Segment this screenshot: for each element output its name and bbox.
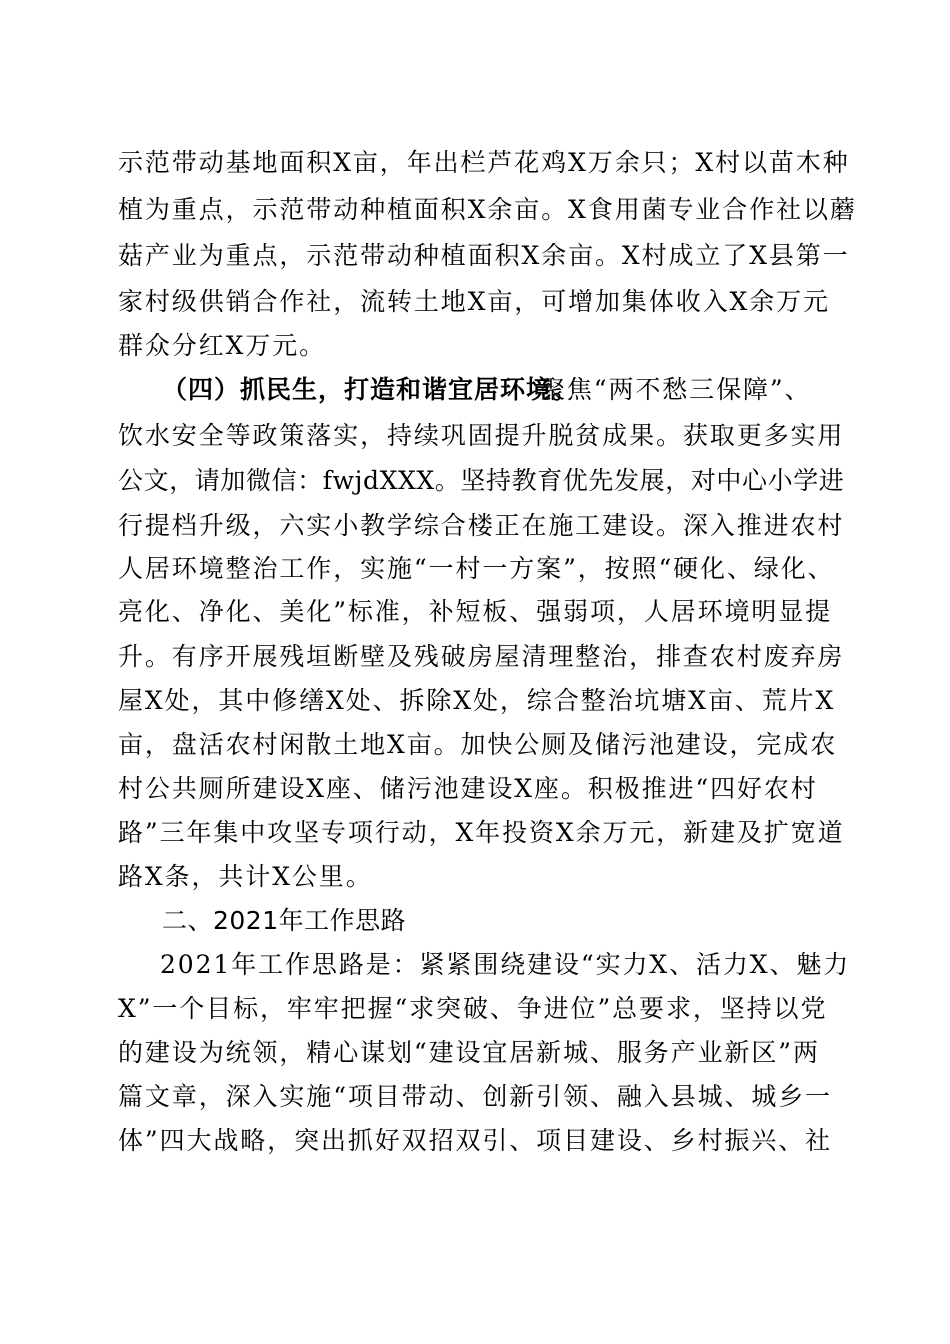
paragraph-line: 路”三年集中攻坚专项行动，X年投资X余万元，新建及扩宽道 bbox=[118, 818, 845, 847]
paragraph-line: 村公共厕所建设X座、储污池建设X座。积极推进“四好农村 bbox=[118, 774, 818, 803]
paragraph-line: 示范带动基地面积X亩，年出栏芦花鸡X万余只；X村以苗木种 bbox=[118, 148, 850, 177]
paragraph-line: 屋X处，其中修缮X处、拆除X处，综合整治坑塘X亩、荒片X bbox=[118, 686, 836, 715]
paragraph-line: 2021年工作思路是：紧紧围绕建设“实力X、活力X、魅力 bbox=[160, 950, 851, 979]
paragraph-line: 路X条，共计X公里。 bbox=[118, 862, 373, 891]
paragraph-line: 行提档升级，六实小教学综合楼正在施工建设。深入推进农村 bbox=[118, 511, 845, 540]
paragraph-line: 的建设为统领，精心谋划“建设宜居新城、服务产业新区”两 bbox=[118, 1038, 820, 1067]
paragraph-line: 聚焦“两不愁三保障”、 bbox=[540, 375, 812, 404]
paragraph-line: 升。有序开展残垣断壁及残破房屋清理整治，排查农村废弃房 bbox=[118, 642, 845, 671]
paragraph-line: 体”四大战略，突出抓好双招双引、项目建设、乡村振兴、社 bbox=[118, 1126, 833, 1155]
paragraph-line: 菇产业为重点，示范带动种植面积X余亩。X村成立了X县第一 bbox=[118, 241, 850, 270]
paragraph-line: 饮水安全等政策落实，持续巩固提升脱贫成果。获取更多实用 bbox=[118, 421, 845, 450]
paragraph-line: 植为重点，示范带动种植面积X余亩。X食用菌专业合作社以蘑 bbox=[118, 195, 857, 224]
paragraph-line: 公文，请加微信：fwjdXXX。坚持教育优先发展，对中心小学进 bbox=[118, 466, 845, 495]
section-heading-four: （四）抓民生，打造和谐宜居环境。 bbox=[162, 375, 579, 404]
section-heading-two: 二、2021年工作思路 bbox=[162, 906, 407, 935]
paragraph-line: 亮化、净化、美化”标准，补短板、强弱项，人居环境明显提 bbox=[118, 597, 833, 626]
paragraph-line: 篇文章，深入实施“项目带动、创新引领、融入县城、城乡一 bbox=[118, 1082, 833, 1111]
paragraph-line: 亩，盘活农村闲散土地X亩。加快公厕及储污池建设，完成农 bbox=[118, 730, 838, 759]
paragraph-line: 人居环境整治工作，实施“一村一方案”，按照“硬化、绿化、 bbox=[118, 554, 835, 583]
paragraph-line: 群众分红X万元。 bbox=[118, 331, 326, 360]
paragraph-line: 家村级供销合作社，流转土地X亩，可增加集体收入X余万元 bbox=[118, 287, 830, 316]
paragraph-line: X”一个目标，牢牢把握“求突破、争进位”总要求，坚持以党 bbox=[118, 994, 828, 1023]
